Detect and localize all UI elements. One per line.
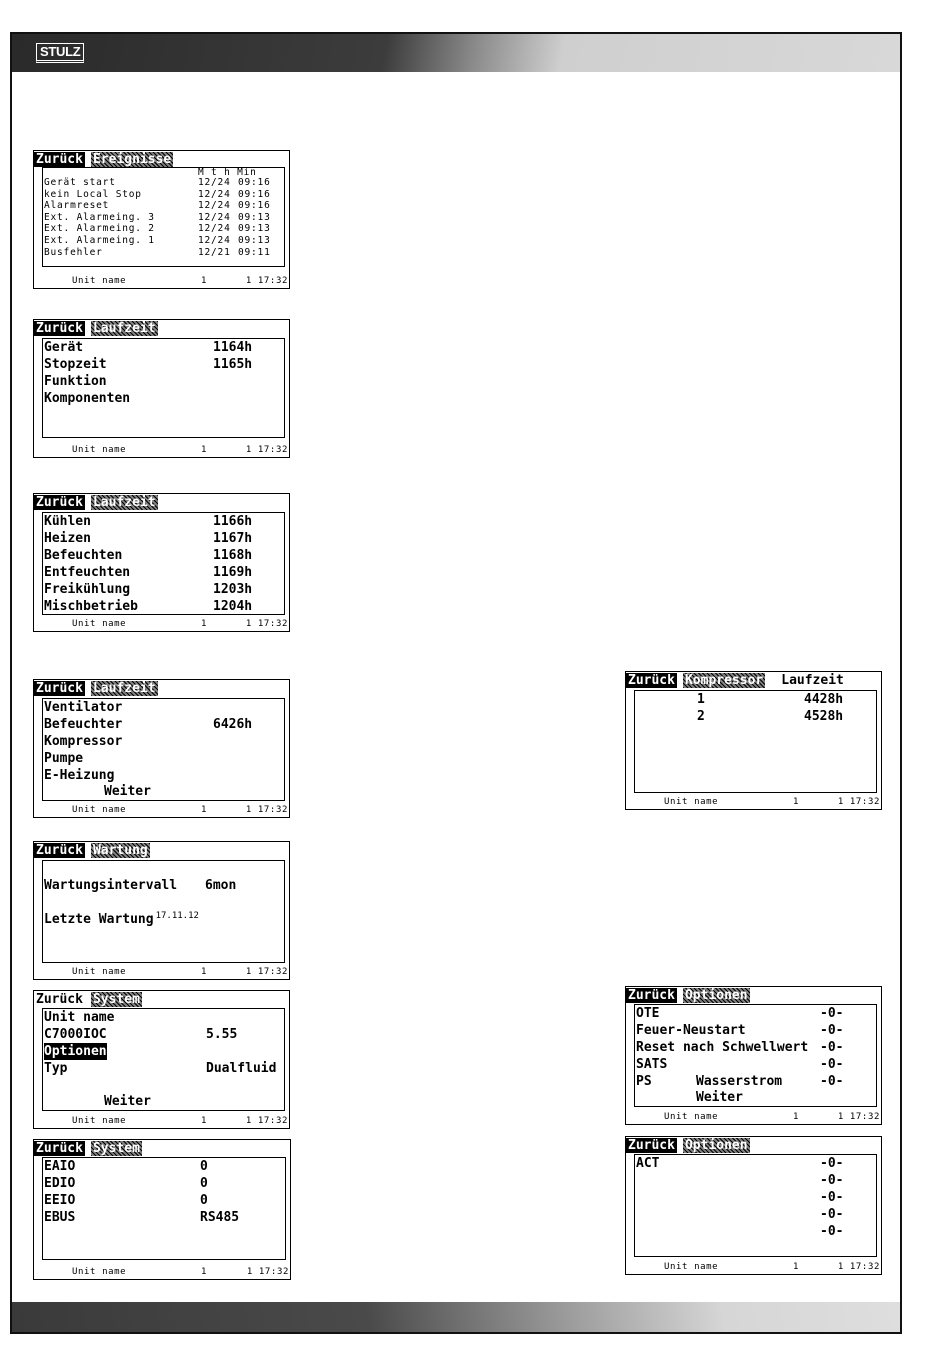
module-item-value: 0 xyxy=(200,1159,208,1174)
weiter-button[interactable]: Weiter xyxy=(696,1090,743,1105)
system-item-label[interactable]: Typ xyxy=(44,1061,68,1076)
laufzeit-functions xyxy=(42,512,285,615)
module-item-label[interactable]: EAIO xyxy=(44,1159,76,1174)
option-item-value: -0- xyxy=(820,1057,844,1072)
option-item-detail: Wasserstrom xyxy=(696,1074,783,1089)
footer-number: 1 xyxy=(201,1267,208,1277)
letzte-wartung-row xyxy=(44,911,199,930)
kompressor-item-value: 4428h xyxy=(804,692,844,707)
kompressor-list xyxy=(634,690,877,793)
laufzeit-item-label[interactable]: Stopzeit xyxy=(44,357,107,372)
option-item-value: -0- xyxy=(820,1190,844,1205)
status-footer xyxy=(34,1115,289,1127)
component-item-label[interactable]: Ventilator xyxy=(44,700,123,715)
back-button[interactable]: Zurück xyxy=(36,843,83,858)
kompressor-item-label[interactable]: 2 xyxy=(697,709,705,724)
back-button[interactable]: Zurück xyxy=(36,992,83,1007)
footer-unit-name: Unit name xyxy=(72,805,127,815)
breadcrumb-laufzeit: Laufzeit xyxy=(92,495,156,510)
stulz-logo: STULZ xyxy=(36,43,84,63)
component-item-label[interactable]: Befeuchter xyxy=(44,717,123,732)
screen-optionen-1 xyxy=(625,986,882,1125)
system-item-label[interactable]: Unit name xyxy=(44,1010,115,1025)
laufzeit-item-value: 1164h xyxy=(213,340,253,355)
event-date: 12/24 xyxy=(198,223,231,235)
component-item-label[interactable]: Kompressor xyxy=(44,734,123,749)
screen-laufzeit-1 xyxy=(33,319,290,458)
footer-time: 1 17:32 xyxy=(245,1116,288,1126)
optionen-list xyxy=(634,1004,877,1107)
footer-unit-name: Unit name xyxy=(72,967,127,977)
event-date: 12/21 xyxy=(198,246,231,258)
status-footer xyxy=(34,275,289,287)
laufzeit-item-label[interactable]: Freikühlung xyxy=(44,582,131,597)
footer-number: 1 xyxy=(793,1262,800,1272)
system-modules xyxy=(42,1157,286,1260)
footer-time: 1 17:32 xyxy=(245,619,288,629)
screen-wartung xyxy=(33,841,290,980)
status-footer xyxy=(626,796,881,808)
breadcrumb-kompressor: Kompressor xyxy=(684,673,764,688)
screen-kompressor xyxy=(625,671,882,810)
status-footer xyxy=(34,804,289,816)
system-menu xyxy=(42,1008,285,1111)
breadcrumb-ereignisse: Ereignisse xyxy=(92,152,172,167)
footer-bar xyxy=(12,1302,900,1332)
footer-unit-name: Unit name xyxy=(72,1267,127,1277)
system-item-label[interactable]: Optionen xyxy=(44,1044,107,1059)
weiter-button[interactable]: Weiter xyxy=(104,784,151,799)
breadcrumb-system: System xyxy=(92,992,140,1007)
option-item-value: -0- xyxy=(820,1207,844,1222)
screen-header xyxy=(34,152,173,167)
laufzeit-item-value: 1165h xyxy=(213,357,253,372)
event-time: 09:13 xyxy=(238,211,271,223)
module-item-value: 0 xyxy=(200,1193,208,1208)
laufzeit-item-label[interactable]: Kühlen xyxy=(44,514,91,529)
wartungsintervall-value[interactable]: 6mon xyxy=(205,878,237,893)
event-name: Busfehler xyxy=(44,246,103,258)
component-item-label[interactable]: E-Heizung xyxy=(44,768,115,783)
footer-number: 1 xyxy=(201,445,208,455)
screen-header xyxy=(34,321,158,336)
screen-system-2 xyxy=(33,1139,291,1280)
back-button[interactable]: Zurück xyxy=(36,321,83,336)
footer-unit-name: Unit name xyxy=(72,619,127,629)
back-button[interactable]: Zurück xyxy=(36,681,83,696)
screen-laufzeit-2 xyxy=(33,493,290,632)
footer-time: 1 17:32 xyxy=(245,276,288,286)
system-item-value: 5.55 xyxy=(206,1027,238,1042)
footer-time: 1 17:32 xyxy=(837,1262,880,1272)
screen-header xyxy=(626,673,844,688)
breadcrumb-optionen: Optionen xyxy=(684,988,748,1003)
footer-unit-name: Unit name xyxy=(72,1116,127,1126)
event-time: 09:16 xyxy=(238,177,271,188)
laufzeit-item-value: 1203h xyxy=(213,582,253,597)
laufzeit-item-value: 1167h xyxy=(213,531,253,546)
header-bar xyxy=(12,34,900,72)
event-time: 09:16 xyxy=(238,188,271,200)
laufzeit-column-title: Laufzeit xyxy=(781,673,844,688)
footer-unit-name: Unit name xyxy=(72,445,127,455)
option-item-value: -0- xyxy=(820,1173,844,1188)
footer-time: 1 17:32 xyxy=(245,445,288,455)
event-date: 12/24 xyxy=(198,177,231,188)
event-name: Ext. Alarmeing. 1 xyxy=(44,235,155,246)
breadcrumb-laufzeit: Laufzeit xyxy=(92,321,156,336)
laufzeit-item-label[interactable]: Komponenten xyxy=(44,391,131,406)
back-button[interactable]: Zurück xyxy=(36,1141,83,1156)
event-time: 09:11 xyxy=(238,246,271,258)
footer-number: 1 xyxy=(201,1116,208,1126)
kompressor-item-value: 4528h xyxy=(804,709,844,724)
page-frame xyxy=(10,32,902,1334)
screen-header xyxy=(626,1138,750,1153)
footer-time: 1 17:32 xyxy=(245,805,288,815)
laufzeit-item-value: 1169h xyxy=(213,565,253,580)
module-item-label[interactable]: EEIO xyxy=(44,1193,76,1208)
event-date: 12/24 xyxy=(198,211,231,223)
back-button[interactable]: Zurück xyxy=(36,152,83,167)
breadcrumb-optionen: Optionen xyxy=(684,1138,748,1153)
screen-ereignisse xyxy=(33,150,290,289)
footer-time: 1 17:32 xyxy=(837,1112,880,1122)
breadcrumb-system: System xyxy=(92,1141,140,1156)
status-footer xyxy=(34,966,289,978)
laufzeit-components xyxy=(42,698,285,801)
status-footer xyxy=(34,444,289,456)
status-footer xyxy=(34,618,289,630)
option-item-label[interactable]: PS xyxy=(636,1074,652,1089)
screen-system-1 xyxy=(33,990,290,1129)
footer-unit-name: Unit name xyxy=(72,276,127,286)
back-button[interactable]: Zurück xyxy=(36,495,83,510)
screen-header xyxy=(626,988,750,1003)
laufzeit-menu xyxy=(42,338,285,438)
event-time: 09:13 xyxy=(238,223,271,235)
screen-header xyxy=(34,992,142,1007)
event-date: 12/24 xyxy=(198,235,231,246)
option-item-value: -0- xyxy=(820,1023,844,1038)
back-button[interactable]: Zurück xyxy=(628,988,675,1003)
footer-number: 1 xyxy=(201,967,208,977)
laufzeit-item-label[interactable]: Gerät xyxy=(44,340,84,355)
module-item-value: RS485 xyxy=(200,1210,240,1225)
breadcrumb-laufzeit: Laufzeit xyxy=(92,681,156,696)
option-item-value: -0- xyxy=(820,1224,844,1239)
letzte-wartung-label: Letzte Wartung xyxy=(44,912,154,927)
option-item-label[interactable]: ACT xyxy=(636,1156,660,1171)
footer-number: 1 xyxy=(201,619,208,629)
laufzeit-item-label[interactable]: Heizen xyxy=(44,531,91,546)
component-item-label[interactable]: Pumpe xyxy=(44,751,84,766)
screen-header xyxy=(34,681,158,696)
system-item-value: Dualfluid xyxy=(206,1061,277,1076)
laufzeit-item-value: 1168h xyxy=(213,548,253,563)
option-item-value: -0- xyxy=(820,1040,844,1055)
letzte-wartung-date: 17.11.12 xyxy=(155,911,199,921)
footer-unit-name: Unit name xyxy=(664,797,719,807)
footer-number: 1 xyxy=(201,805,208,815)
screen-header xyxy=(34,1141,142,1156)
footer-time: 1 17:32 xyxy=(837,797,880,807)
event-name: Alarmreset xyxy=(44,200,110,212)
wartung-panel xyxy=(42,860,285,963)
module-item-label[interactable]: EDIO xyxy=(44,1176,76,1191)
event-date: 12/24 xyxy=(198,188,231,200)
back-button[interactable]: Zurück xyxy=(628,673,675,688)
footer-time: 1 17:32 xyxy=(246,1267,289,1277)
event-time: 09:16 xyxy=(238,200,271,212)
screen-header xyxy=(34,495,158,510)
option-item-label[interactable]: Feuer-Neustart xyxy=(636,1023,746,1038)
breadcrumb-wartung: Wartung xyxy=(92,843,148,858)
screen-optionen-2 xyxy=(625,1136,882,1275)
option-item-label[interactable]: SATS xyxy=(636,1057,668,1072)
footer-number: 1 xyxy=(793,1112,800,1122)
system-item-label[interactable]: C7000IOC xyxy=(44,1027,107,1042)
event-name: Ext. Alarmeing. 3 xyxy=(44,211,155,223)
footer-unit-name: Unit name xyxy=(664,1262,719,1272)
laufzeit-item-value: 1166h xyxy=(213,514,253,529)
option-item-label[interactable]: OTE xyxy=(636,1006,660,1021)
laufzeit-item-value: 1204h xyxy=(213,599,253,614)
option-item-value: -0- xyxy=(820,1156,844,1171)
footer-number: 1 xyxy=(201,276,208,286)
module-item-label[interactable]: EBUS xyxy=(44,1210,76,1225)
option-item-label[interactable]: Reset nach Schwellwert xyxy=(636,1040,809,1055)
option-item-value: -0- xyxy=(820,1074,844,1089)
kompressor-item-label[interactable]: 1 xyxy=(697,692,705,707)
optionen-list xyxy=(634,1154,877,1257)
component-item-value: 6426h xyxy=(213,717,253,732)
event-date: 12/24 xyxy=(198,200,231,212)
laufzeit-item-label[interactable]: Entfeuchten xyxy=(44,565,131,580)
module-item-value: 0 xyxy=(200,1176,208,1191)
screen-header xyxy=(34,843,150,858)
event-name: Gerät start xyxy=(44,177,116,188)
event-name: Ext. Alarmeing. 2 xyxy=(44,223,155,235)
screen-laufzeit-3 xyxy=(33,679,290,818)
event-time: 09:13 xyxy=(238,235,271,246)
event-columns-header: M t h Min xyxy=(198,167,257,178)
status-footer xyxy=(626,1261,881,1273)
laufzeit-item-label[interactable]: Mischbetrieb xyxy=(44,599,138,614)
laufzeit-item-label[interactable]: Befeuchten xyxy=(44,548,123,563)
status-footer xyxy=(34,1266,290,1278)
event-name: kein Local Stop xyxy=(44,188,142,200)
wartungsintervall-label: Wartungsintervall xyxy=(44,878,178,893)
laufzeit-item-label[interactable]: Funktion xyxy=(44,374,107,389)
footer-unit-name: Unit name xyxy=(664,1112,719,1122)
weiter-button[interactable]: Weiter xyxy=(104,1094,151,1109)
ereignisse-list xyxy=(42,167,285,267)
option-item-value: -0- xyxy=(820,1006,844,1021)
back-button[interactable]: Zurück xyxy=(628,1138,675,1153)
footer-time: 1 17:32 xyxy=(245,967,288,977)
status-footer xyxy=(626,1111,881,1123)
footer-number: 1 xyxy=(793,797,800,807)
